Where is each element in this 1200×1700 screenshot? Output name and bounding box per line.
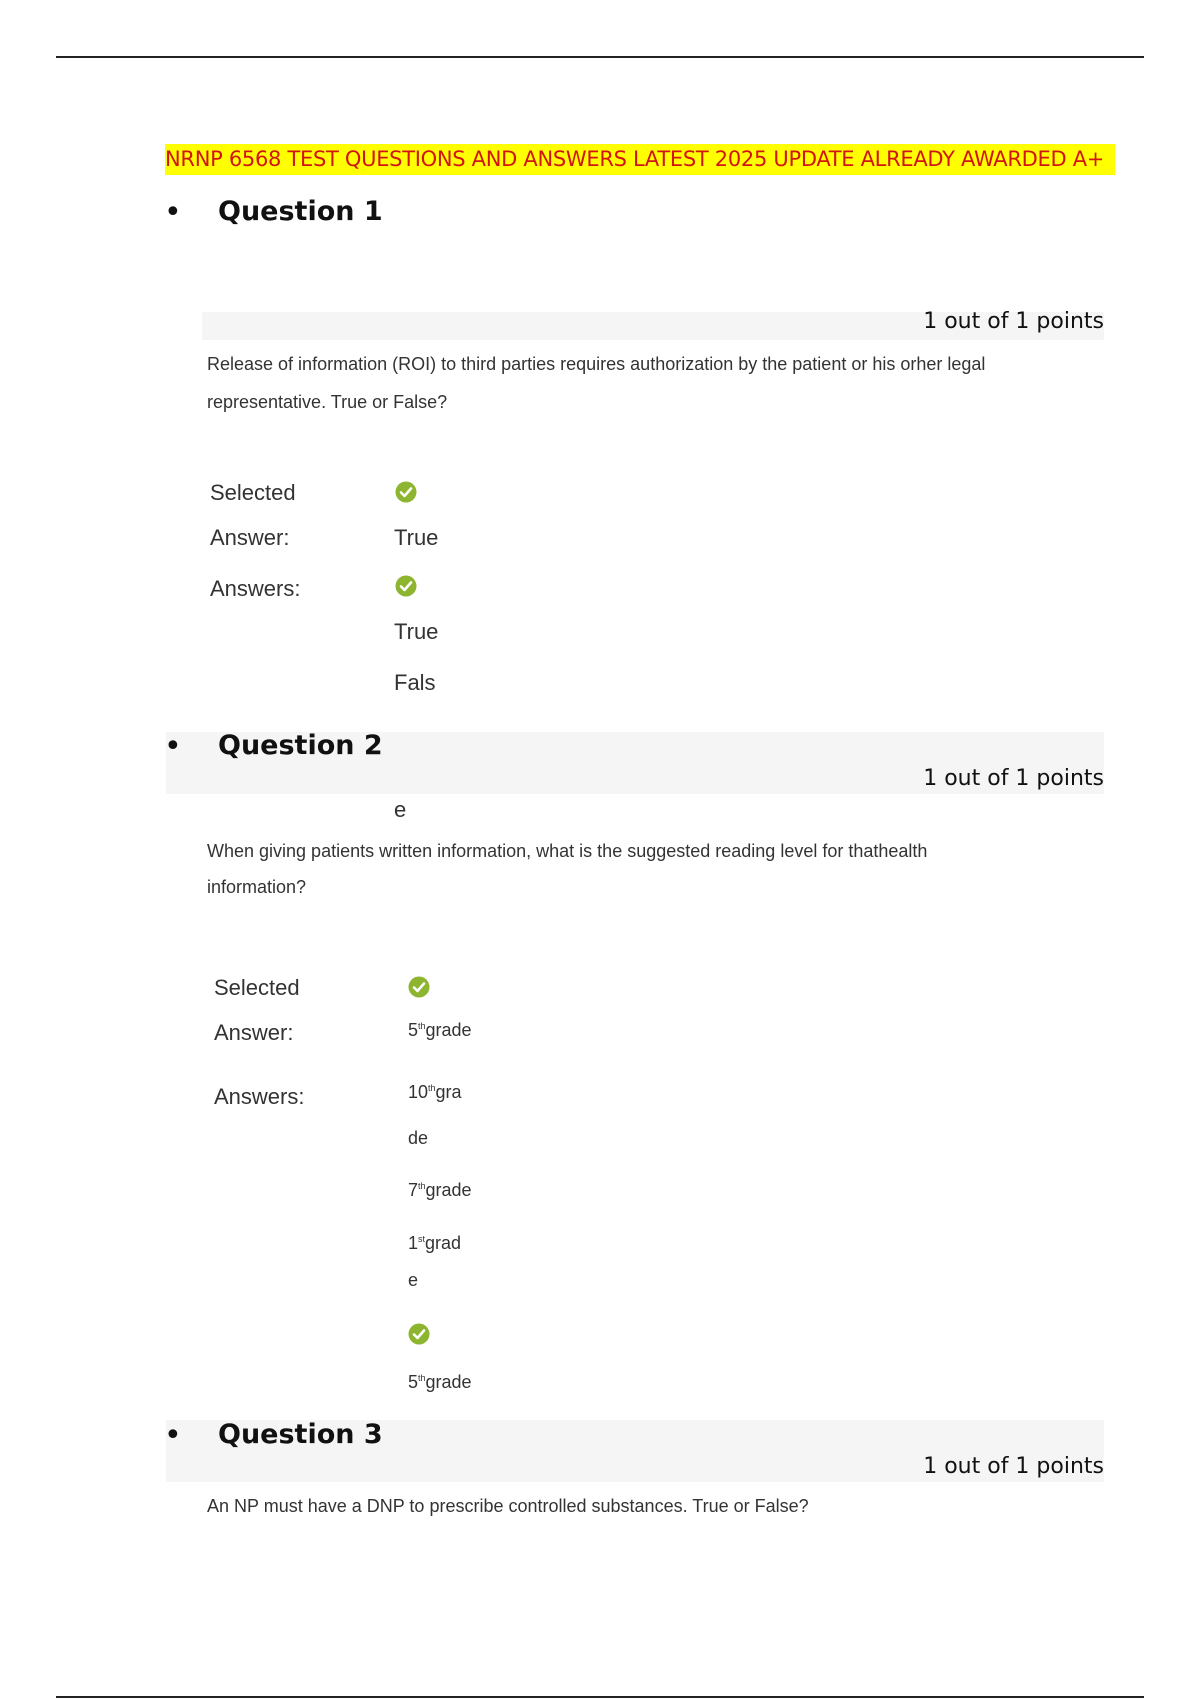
- question-3-title: Question 3: [218, 1419, 383, 1450]
- answer-option-1st-grade-continued: e: [408, 1270, 419, 1290]
- grade-word: grade: [425, 1020, 472, 1040]
- answers-label: Answers:: [214, 1084, 305, 1109]
- bottom-rule: [56, 1696, 1144, 1698]
- question-1-points: 1 out of 1 points: [923, 309, 1104, 334]
- check-circle-icon: [408, 1323, 430, 1345]
- answer-option-7th-grade: [408, 1180, 472, 1201]
- question-1-text-line: representative. True or False?: [207, 392, 448, 412]
- answer-option-false: Fals: [394, 670, 436, 695]
- question-2-text: [207, 833, 1107, 905]
- answer-option-10th-grade-continued: de: [408, 1128, 429, 1148]
- selected-answer-value: [408, 1020, 472, 1041]
- selected-label: Selected: [210, 480, 296, 505]
- ordinal-suffix: th: [428, 1083, 436, 1093]
- question-2-text-line: When giving patients written information, what is the suggested reading level for thathealth: [207, 841, 928, 861]
- answer-label: Answer:: [214, 1020, 294, 1045]
- ordinal-number: 5: [408, 1020, 419, 1040]
- answer-option-true: True: [394, 619, 439, 644]
- ordinal-suffix: th: [418, 1021, 426, 1031]
- check-circle-icon: [395, 481, 417, 503]
- question-2-points: 1 out of 1 points: [923, 766, 1104, 791]
- answers-label: Answers:: [210, 576, 301, 601]
- answer-option-1st-grade: [408, 1233, 461, 1254]
- bullet-dot: •: [164, 1418, 182, 1453]
- grade-word: grade: [425, 1180, 472, 1200]
- ordinal-suffix: th: [418, 1181, 426, 1191]
- question-1-text-line: Release of information (ROI) to third parties requires authorization by the patient or his orher legal: [207, 354, 986, 374]
- grade-word: grade: [425, 1372, 472, 1392]
- selected-label: Selected: [214, 975, 300, 1000]
- question-1-title: Question 1: [218, 196, 383, 227]
- answer-option-10th-grade: [408, 1082, 462, 1103]
- check-circle-icon: [408, 976, 430, 998]
- check-circle-icon: [395, 575, 417, 597]
- ordinal-suffix: th: [418, 1373, 426, 1383]
- ordinal-number: 10: [408, 1082, 429, 1102]
- answer-label: Answer:: [210, 525, 290, 550]
- ordinal-number: 5: [408, 1372, 419, 1392]
- question-3-points: 1 out of 1 points: [923, 1454, 1104, 1479]
- ordinal-number: 1: [408, 1233, 419, 1253]
- grade-word: grad: [425, 1233, 462, 1253]
- document-title-banner: NRNP 6568 TEST QUESTIONS AND ANSWERS LATEST 2025 UPDATE ALREADY AWARDED A+: [165, 144, 1115, 175]
- selected-answer-value: True: [394, 525, 439, 550]
- question-2-text-line: information?: [207, 877, 307, 897]
- top-rule: [56, 56, 1144, 58]
- bullet-dot: •: [164, 195, 182, 230]
- question-3-text: An NP must have a DNP to prescribe controlled substances. True or False?: [207, 1496, 809, 1516]
- question-1-text: [207, 345, 1107, 421]
- bullet-dot: •: [164, 729, 182, 764]
- ordinal-suffix: st: [418, 1234, 426, 1244]
- answer-option-5th-grade: [408, 1372, 472, 1393]
- answer-option-false-continued: e: [394, 797, 407, 822]
- ordinal-number: 7: [408, 1180, 419, 1200]
- grade-word: gra: [435, 1082, 462, 1102]
- question-2-title: Question 2: [218, 730, 383, 761]
